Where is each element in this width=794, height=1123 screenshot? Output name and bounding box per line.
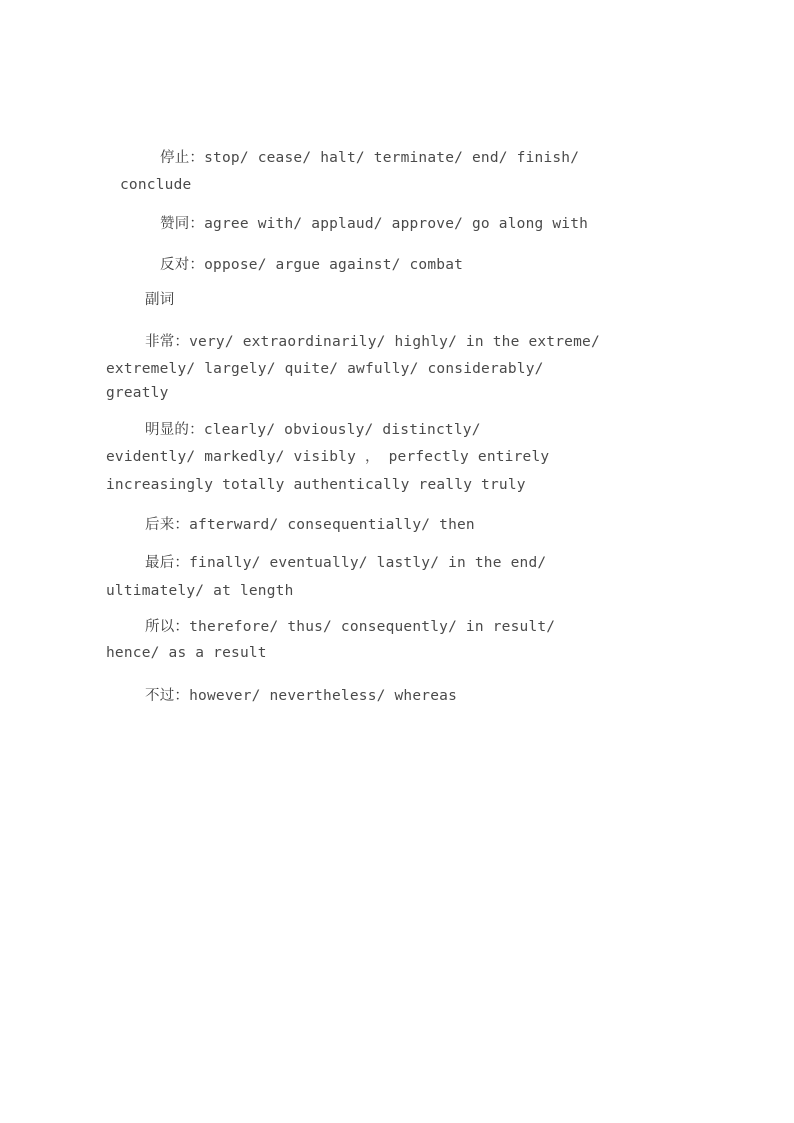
adverb-very-term: 非常：	[145, 334, 190, 350]
adverb-obviously-synonyms: clearly/ obviously/ distinctly/	[203, 422, 481, 438]
adverb-however-line1	[145, 686, 457, 706]
adverb-therefore-term: 所以：	[145, 619, 190, 635]
adverb-very-line1	[145, 332, 600, 352]
adverb-finally-synonyms: finally/ eventually/ lastly/ in the end/	[189, 555, 547, 571]
section-heading-adverbs: 副词	[145, 292, 175, 308]
adverb-obviously-line2: evidently/ markedly/ visibly ， perfectly entirely	[106, 449, 550, 465]
adverb-however-synonyms: however/ nevertheless/ whereas	[189, 688, 458, 704]
adverb-obviously-line3: increasingly totally authentically really truly	[106, 477, 526, 493]
adverb-very-line2: extremely/ largely/ quite/ awfully/ considerably/	[106, 361, 544, 377]
entry-stop-synonyms: stop/ cease/ halt/ terminate/ end/ finish/	[204, 150, 580, 166]
entry-agree-line1	[160, 214, 588, 234]
adverb-therefore-line2: hence/ as a result	[106, 645, 267, 661]
adverb-obviously-term: 明显的：	[145, 422, 204, 438]
entry-oppose-line1	[160, 255, 463, 275]
adverb-afterward-line1	[145, 515, 475, 535]
adverb-very-synonyms: very/ extraordinarily/ highly/ in the extreme/	[189, 334, 600, 350]
adverb-very-line3: greatly	[106, 385, 169, 401]
adverb-finally-line2: ultimately/ at length	[106, 583, 294, 599]
adverb-obviously-line1	[145, 420, 481, 440]
entry-stop-term: 停止：	[160, 150, 205, 166]
entry-agree-synonyms: agree with/ applaud/ approve/ go along with	[204, 216, 589, 232]
adverb-finally-line1	[145, 553, 546, 573]
entry-oppose-term: 反对：	[160, 257, 205, 273]
entry-oppose-synonyms: oppose/ argue against/ combat	[204, 257, 464, 273]
adverb-afterward-term: 后来：	[145, 517, 190, 533]
entry-stop-line1	[160, 148, 579, 168]
adverb-finally-term: 最后：	[145, 555, 190, 571]
adverb-however-term: 不过：	[145, 688, 190, 704]
adverb-afterward-synonyms: afterward/ consequentially/ then	[189, 517, 475, 533]
adverb-therefore-line1	[145, 617, 555, 637]
entry-stop-line2: conclude	[120, 177, 192, 193]
entry-agree-term: 赞同：	[160, 216, 205, 232]
adverb-therefore-synonyms: therefore/ thus/ consequently/ in result/	[189, 619, 556, 635]
